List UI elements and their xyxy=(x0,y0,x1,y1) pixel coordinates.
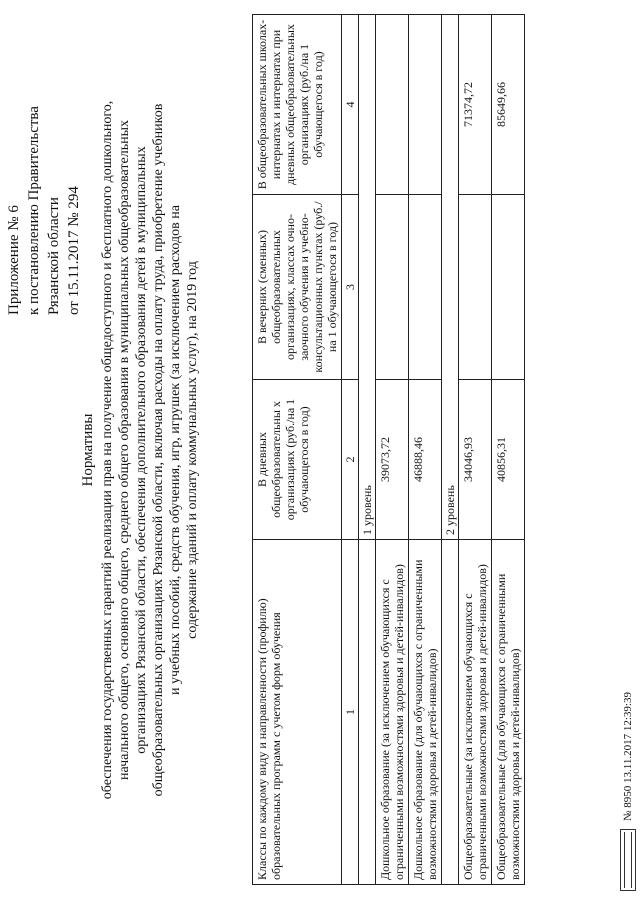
document-reference: № 8950 13.11.2017 12:39:39 xyxy=(622,692,634,821)
row-value: 85649,66 xyxy=(492,15,525,195)
row-name: Дошкольное образование (за исключением обучающихся с ограниченными возможностями здоровья и детей-инвалидов) xyxy=(376,540,409,885)
row-name: Общеобразовательные (для обучающихся с ограниченными возможностями здоровья и детей-инвалидов) xyxy=(492,540,525,885)
level-spacer xyxy=(442,540,459,885)
table-row xyxy=(459,15,492,885)
document-footer xyxy=(620,491,636,891)
level-label: 1 уровень xyxy=(359,15,376,540)
row-value xyxy=(376,195,409,380)
row-value xyxy=(376,15,409,195)
title-line: организациях Рязанской области, обеспечения дополнительного образования детей в муниципальных xyxy=(134,146,149,754)
registry-stamp-icon xyxy=(620,829,636,891)
column-number: 2 xyxy=(342,380,359,540)
document-title xyxy=(80,35,201,865)
title-line: общеобразовательных организациях Рязанской области, включая расходы на оплату труда, приобретение учебников xyxy=(151,103,166,797)
column-number: 4 xyxy=(342,15,359,195)
header-cell: Классы по каждому виду и направленности (профилю) образовательных программ с учетом форм обучения xyxy=(253,540,342,885)
appendix-line: Рязанской области xyxy=(46,197,62,315)
row-value xyxy=(492,195,525,380)
title-line: обеспечения государственных гарантий реализации прав на получение общедоступного и бесплатного дошкольного, xyxy=(100,100,115,800)
appendix-header xyxy=(4,15,84,315)
table-row xyxy=(376,15,409,885)
norms-table xyxy=(252,14,525,885)
level-row xyxy=(442,15,459,885)
row-value: 39073,72 xyxy=(376,380,409,540)
row-value: 71374,72 xyxy=(459,15,492,195)
level-label: 2 уровень xyxy=(442,15,459,540)
header-cell: В вечерних (сменных) общеобразовательных организациях, классах очно-заочного обучения и учебно-консультационных пунктах (руб./на 1 обучающегося в год) xyxy=(253,195,342,380)
title-line: и учебных пособий, средств обучения, игр, игрушек (за исключением расходов на xyxy=(168,205,183,695)
row-value xyxy=(459,195,492,380)
column-number: 3 xyxy=(342,195,359,380)
row-value xyxy=(409,15,442,195)
appendix-line: от 15.11.2017 № 294 xyxy=(66,186,82,315)
header-cell: В общеобразовательных школах-интернатах и интернатах при дневных общеобразовательных организациях (руб./на 1 обучающегося в год) xyxy=(253,15,342,195)
table-row xyxy=(492,15,525,885)
appendix-line: Приложение № 6 xyxy=(6,205,22,315)
row-value xyxy=(409,195,442,380)
level-row xyxy=(359,15,376,885)
column-number-row xyxy=(342,15,359,885)
title-main: Нормативы xyxy=(80,413,96,487)
level-spacer xyxy=(359,540,376,885)
header-cell: В дневных общеобразовательны х организациях (руб./на 1 обучающегося в год) xyxy=(253,380,342,540)
column-number: 1 xyxy=(342,540,359,885)
row-value: 40856,31 xyxy=(492,380,525,540)
row-name: Дошкольное образование (для обучающихся с ограниченными возможностями здоровья и детей-инвалидов) xyxy=(409,540,442,885)
table-header-row xyxy=(253,15,342,885)
row-value: 46888,46 xyxy=(409,380,442,540)
title-line: содержание зданий и оплату коммунальных услуг), на 2019 год xyxy=(185,261,200,639)
row-value: 34046,93 xyxy=(459,380,492,540)
table-row xyxy=(409,15,442,885)
row-name: Общеобразовательные (за исключением обучающихся с ограниченными возможностями здоровья и детей-инвалидов) xyxy=(459,540,492,885)
title-line: начального общего, основного общего, среднего общего образования в муниципальных общеобразовательных xyxy=(117,120,132,780)
appendix-line: к постановлению Правительства xyxy=(26,106,42,315)
